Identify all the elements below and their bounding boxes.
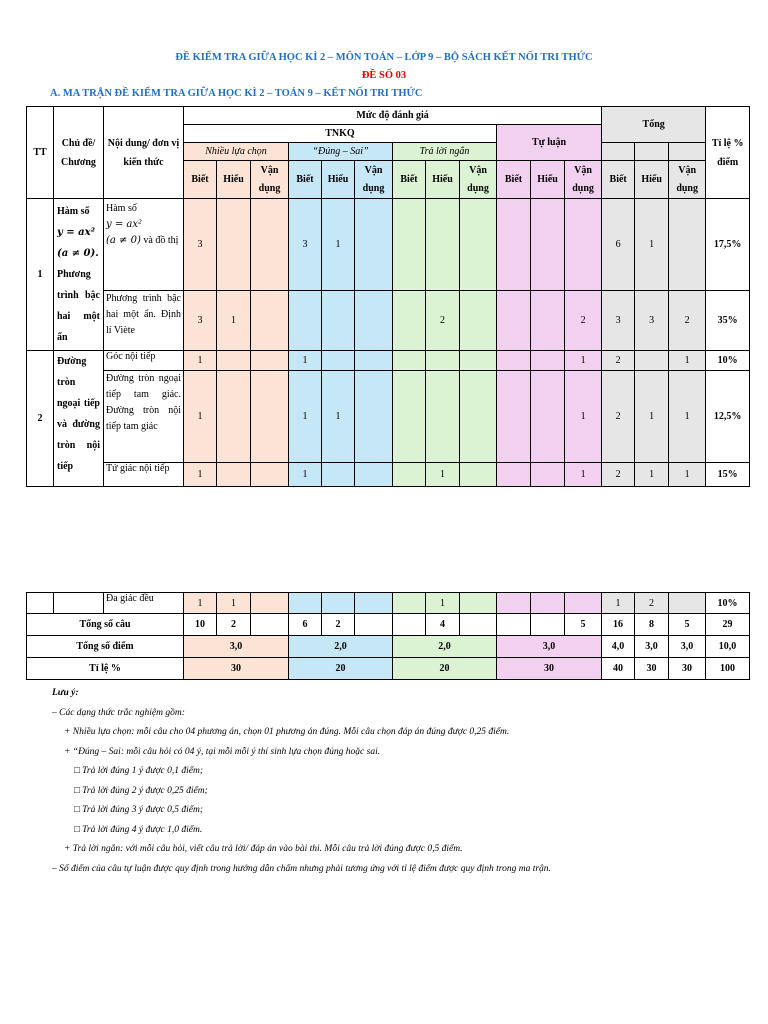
table-row	[27, 351, 750, 371]
col-tt-header: TT	[27, 107, 54, 199]
matrix-cell: 2	[426, 290, 460, 350]
unit-name: Đa giác đều	[104, 593, 184, 614]
note-line-text: Trả lời đúng 2 ý được 0,25 điểm;	[82, 785, 208, 796]
question-count-cell: 16	[602, 614, 635, 636]
question-count-cell	[497, 614, 531, 636]
matrix-cell: 3	[289, 199, 322, 291]
matrix-cell	[669, 593, 706, 614]
level-understand: Hiểu	[531, 161, 565, 199]
points-short-answer: 2,0	[393, 636, 497, 658]
question-count-cell	[393, 614, 426, 636]
matrix-cell	[289, 593, 322, 614]
points-total-know: 4,0	[602, 636, 635, 658]
matrix-cell	[497, 593, 531, 614]
matrix-cell: 1	[184, 463, 217, 487]
question-count-cell: 2	[217, 614, 251, 636]
ratio-true-false: 20	[289, 658, 393, 680]
ratio-cell: 10%	[706, 593, 750, 614]
unit-name: Tứ giác nội tiếp	[104, 463, 184, 487]
ratio-cell: 10%	[706, 351, 750, 371]
note-line-text: Trả lời đúng 3 ý được 0,5 điểm;	[82, 805, 203, 815]
matrix-cell	[355, 290, 393, 350]
matrix-cell	[322, 593, 355, 614]
matrix-cell	[217, 199, 251, 291]
note-line	[52, 782, 551, 802]
notes-title: Lưu ý:	[52, 688, 79, 698]
matrix-cell	[565, 593, 602, 614]
matrix-cell	[460, 371, 497, 463]
matrix-cell	[217, 463, 251, 487]
matrix-cell: 3	[635, 290, 669, 350]
note-line: + “Đúng – Sai: mỗi câu hỏi có 04 ý, tại mỗi mỗi ý thí sinh lựa chọn đúng hoặc sai.	[64, 746, 381, 757]
document-title: ĐỀ KIỂM TRA GIỮA HỌC KÌ 2 – MÔN TOÁN – LỚP 9 – BỘ SÁCH KẾT NỐI TRI THỨC	[175, 52, 593, 63]
essay-header: Tự luận	[497, 125, 602, 161]
matrix-cell: 1	[565, 463, 602, 487]
matrix-cell	[531, 351, 565, 371]
topic-name-part: Hàm số	[57, 206, 90, 217]
ratio-cell: 12,5%	[706, 371, 750, 463]
question-count-cell: 5	[669, 614, 706, 636]
table-row	[27, 290, 750, 350]
note-line	[52, 821, 551, 841]
assessment-matrix-table	[26, 106, 750, 487]
level-apply: Vận dụng	[669, 161, 706, 199]
level-know: Biết	[497, 161, 531, 199]
topic-name: Đường tròn ngoại tiếp và đường tròn nội tiếp	[54, 351, 104, 487]
matrix-cell: 1	[322, 199, 355, 291]
unit-name-part: và đồ thị	[143, 235, 179, 246]
exam-number: ĐỀ SỐ 03	[361, 70, 407, 81]
note-line-text: Trả lời đúng 4 ý được 1,0 điểm.	[82, 824, 203, 835]
points-essay: 3,0	[497, 636, 602, 658]
matrix-cell: 1	[289, 351, 322, 371]
matrix-cell: 1	[635, 371, 669, 463]
matrix-cell	[355, 199, 393, 291]
ratio-essay: 30	[497, 658, 602, 680]
matrix-cell	[531, 199, 565, 291]
matrix-cell	[393, 463, 426, 487]
level-understand: Hiểu	[635, 161, 669, 199]
matrix-cell	[251, 199, 289, 291]
total-header: Tổng	[602, 107, 706, 143]
question-count-cell: 4	[426, 614, 460, 636]
matrix-cell: 2	[602, 351, 635, 371]
topic-number: 1	[27, 199, 54, 351]
formula: y = ax²	[106, 219, 142, 230]
matrix-cell	[393, 371, 426, 463]
col-chapter-header: Chủ đề/ Chương	[54, 107, 104, 199]
matrix-cell	[251, 593, 289, 614]
matrix-cell	[531, 290, 565, 350]
matrix-cell	[393, 351, 426, 371]
matrix-cell: 3	[184, 199, 217, 291]
matrix-cell: 1	[669, 463, 706, 487]
matrix-cell	[355, 593, 393, 614]
table-row	[27, 463, 750, 487]
question-count-cell: 6	[289, 614, 322, 636]
matrix-cell	[497, 199, 531, 291]
matrix-cell: 1	[184, 371, 217, 463]
matrix-cell	[460, 463, 497, 487]
matrix-cell: 2	[602, 371, 635, 463]
matrix-cell: 2	[565, 290, 602, 350]
matrix-cell: 1	[184, 593, 217, 614]
mcq-header: Nhiều lựa chọn	[184, 143, 289, 161]
matrix-cell: 1	[565, 351, 602, 371]
matrix-cell	[635, 351, 669, 371]
question-count-total: 29	[706, 614, 750, 636]
ratio-header: Tỉ lệ % điểm	[706, 107, 750, 199]
level-know: Biết	[602, 161, 635, 199]
note-line	[52, 762, 551, 782]
matrix-cell	[322, 351, 355, 371]
unit-name-part: Hàm số	[106, 203, 137, 214]
note-line: – Các dạng thức trắc nghiệm gồm:	[52, 707, 185, 718]
true-false-header: “Đúng – Sai”	[289, 143, 393, 161]
table-row	[27, 593, 750, 614]
summary-row-points	[27, 636, 750, 658]
matrix-cell	[497, 290, 531, 350]
matrix-cell	[355, 351, 393, 371]
notes-section	[52, 684, 551, 879]
matrix-cell: 1	[565, 371, 602, 463]
unit-name: Phương trình bậc hai một ẩn. Định lí Viète	[104, 290, 184, 350]
summary-label: Tổng số câu	[27, 614, 184, 636]
note-line: – Số điểm của câu tự luận được quy định trong hướng dẫn chấm nhưng phải tương ứng với tỉ lệ điểm được quy định trong ma trận.	[52, 863, 551, 874]
question-count-cell	[460, 614, 497, 636]
note-line-text: Trả lời đúng 1 ý được 0,1 điểm;	[82, 766, 203, 776]
matrix-cell	[355, 463, 393, 487]
matrix-cell	[217, 351, 251, 371]
ratio-cell: 35%	[706, 290, 750, 350]
tnkq-header: TNKQ	[184, 125, 497, 143]
ratio-total-know: 40	[602, 658, 635, 680]
matrix-cell: 6	[602, 199, 635, 291]
matrix-cell	[426, 351, 460, 371]
level-know: Biết	[289, 161, 322, 199]
matrix-cell	[460, 199, 497, 291]
level-apply: Vận dụng	[251, 161, 289, 199]
matrix-cell: 3	[602, 290, 635, 350]
points-mcq: 3,0	[184, 636, 289, 658]
matrix-cell: 3	[184, 290, 217, 350]
matrix-cell: 1	[289, 371, 322, 463]
matrix-cell: 2	[602, 463, 635, 487]
note-line: + Nhiều lựa chọn: mỗi câu cho 04 phương án, chọn 01 phương án đúng. Mỗi câu chọn đáp án đúng được 0,25 điểm.	[64, 727, 510, 737]
checkbox-bullet-icon: □	[74, 805, 83, 815]
question-count-cell	[251, 614, 289, 636]
unit-name	[104, 199, 184, 291]
level-understand: Hiểu	[217, 161, 251, 199]
level-know: Biết	[393, 161, 426, 199]
checkbox-bullet-icon: □	[74, 785, 83, 796]
assessment-matrix-table-continued	[26, 592, 750, 680]
matrix-cell: 1	[217, 593, 251, 614]
matrix-cell: 1	[217, 290, 251, 350]
topic-name-part: Phương trình bậc hai một ẩn	[57, 269, 100, 343]
matrix-cell	[251, 463, 289, 487]
topic-number: 2	[27, 351, 54, 487]
level-understand: Hiểu	[322, 161, 355, 199]
matrix-cell: 1	[669, 371, 706, 463]
col-content-header: Nội dung/ đơn vị kiến thức	[104, 107, 184, 199]
matrix-cell	[289, 290, 322, 350]
formula-condition: (a ≠ 0).	[57, 248, 99, 259]
matrix-cell: 1	[426, 463, 460, 487]
matrix-cell	[426, 199, 460, 291]
question-count-cell: 2	[322, 614, 355, 636]
matrix-cell	[497, 351, 531, 371]
note-line: + Trả lời ngắn: với mỗi câu hỏi, viết câu trả lời/ đáp án vào bài thi. Mỗi câu trả lời đúng được 0,5 điểm.	[64, 844, 463, 854]
points-total-understand: 3,0	[635, 636, 669, 658]
matrix-cell	[217, 371, 251, 463]
summary-label: Tổng số điểm	[27, 636, 184, 658]
ratio-total-apply: 30	[669, 658, 706, 680]
matrix-cell	[497, 371, 531, 463]
matrix-cell	[426, 371, 460, 463]
section-heading: A. MA TRẬN ĐỀ KIỂM TRA GIỮA HỌC KÌ 2 – TOÁN 9 – KẾT NỐI TRI THỨC	[50, 88, 423, 99]
matrix-cell	[460, 290, 497, 350]
matrix-cell	[251, 290, 289, 350]
matrix-cell: 1	[602, 593, 635, 614]
summary-row-ratio	[27, 658, 750, 680]
points-total: 10,0	[706, 636, 750, 658]
question-count-cell	[531, 614, 565, 636]
question-count-cell: 8	[635, 614, 669, 636]
matrix-cell	[460, 351, 497, 371]
summary-row-questions	[27, 614, 750, 636]
matrix-cell	[322, 463, 355, 487]
matrix-cell: 1	[635, 199, 669, 291]
ratio-total-understand: 30	[635, 658, 669, 680]
matrix-cell	[669, 199, 706, 291]
ratio-total: 100	[706, 658, 750, 680]
matrix-cell	[393, 290, 426, 350]
level-know: Biết	[184, 161, 217, 199]
table-row	[27, 371, 750, 463]
matrix-cell	[531, 463, 565, 487]
ratio-mcq: 30	[184, 658, 289, 680]
points-total-apply: 3,0	[669, 636, 706, 658]
unit-name: Đường tròn ngoại tiếp tam giác. Đường tròn nội tiếp tam giác	[104, 371, 184, 463]
matrix-cell	[531, 593, 565, 614]
question-count-cell: 10	[184, 614, 217, 636]
matrix-cell: 1	[426, 593, 460, 614]
matrix-cell: 1	[669, 351, 706, 371]
unit-name: Góc nội tiếp	[104, 351, 184, 371]
level-apply: Vận dụng	[355, 161, 393, 199]
question-count-cell	[355, 614, 393, 636]
matrix-cell	[531, 371, 565, 463]
matrix-cell: 1	[184, 351, 217, 371]
matrix-cell	[393, 199, 426, 291]
level-apply: Vận dụng	[460, 161, 497, 199]
matrix-cell	[497, 463, 531, 487]
matrix-cell	[355, 371, 393, 463]
matrix-cell	[251, 371, 289, 463]
level-apply: Vận dụng	[565, 161, 602, 199]
matrix-cell	[322, 290, 355, 350]
points-true-false: 2,0	[289, 636, 393, 658]
matrix-cell: 1	[289, 463, 322, 487]
matrix-cell: 1	[322, 371, 355, 463]
ratio-cell: 15%	[706, 463, 750, 487]
matrix-cell: 1	[635, 463, 669, 487]
question-count-cell: 5	[565, 614, 602, 636]
level-understand: Hiểu	[426, 161, 460, 199]
table-row	[27, 199, 750, 291]
checkbox-bullet-icon: □	[74, 766, 83, 776]
ratio-cell: 17,5%	[706, 199, 750, 291]
matrix-cell	[565, 199, 602, 291]
matrix-cell: 2	[635, 593, 669, 614]
checkbox-bullet-icon: □	[74, 824, 83, 835]
topic-name	[54, 199, 104, 351]
formula: y = ax²	[57, 227, 95, 238]
level-header: Mức độ đánh giá	[184, 107, 602, 125]
note-line	[52, 801, 551, 821]
formula-condition: (a ≠ 0)	[106, 235, 141, 246]
matrix-cell	[251, 351, 289, 371]
summary-label: Tỉ lệ %	[27, 658, 184, 680]
ratio-short-answer: 20	[393, 658, 497, 680]
matrix-cell	[460, 593, 497, 614]
matrix-cell: 2	[669, 290, 706, 350]
short-answer-header: Trả lời ngắn	[393, 143, 497, 161]
matrix-cell	[393, 593, 426, 614]
